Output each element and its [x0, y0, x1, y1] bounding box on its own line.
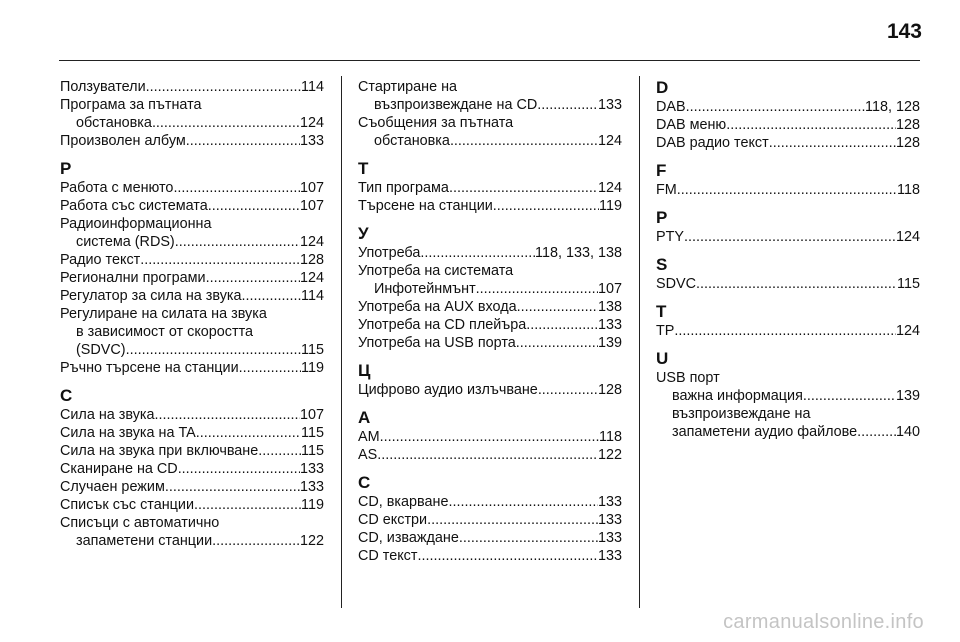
entry-leader-line	[60, 78, 324, 96]
entry-page: 115	[301, 342, 324, 358]
watermark: carmanualsonline.info	[723, 611, 924, 633]
index-entry	[60, 179, 324, 197]
dot-leader	[212, 532, 300, 550]
index-entry	[656, 405, 920, 441]
entry-leader-line	[60, 442, 324, 460]
entry-page: 133	[597, 317, 622, 333]
dot-leader	[175, 233, 300, 251]
index-entry	[656, 275, 920, 293]
index-entry	[358, 298, 622, 316]
entry-line: Употреба на системата	[358, 263, 514, 279]
entry-leader-line	[60, 478, 324, 496]
index-entry	[60, 96, 324, 132]
entry-page: 139	[895, 388, 920, 404]
dot-leader	[239, 359, 301, 377]
dot-leader	[537, 96, 598, 114]
entry-leader-line	[60, 132, 324, 150]
entry-leader-line	[656, 322, 920, 340]
index-column-3	[656, 78, 920, 441]
entry-term: Произволен албум	[60, 133, 186, 149]
index-entry	[60, 478, 324, 496]
entry-leader-line	[656, 228, 920, 246]
dot-leader	[674, 322, 896, 340]
index-entry	[358, 244, 622, 262]
entry-leader-line	[358, 179, 622, 197]
entry-leader-line	[60, 287, 324, 305]
entry-leader-line	[358, 547, 622, 565]
entry-page: 124	[299, 115, 324, 131]
index-entry	[60, 287, 324, 305]
entry-page: 133	[597, 548, 622, 564]
entry-term: запаметени станции	[76, 533, 213, 549]
entry-term: Употреба	[358, 245, 421, 261]
dot-leader	[173, 179, 300, 197]
dot-leader	[420, 244, 535, 262]
entry-page: 124	[895, 229, 920, 245]
index-entry	[656, 228, 920, 246]
entry-term: обстановка	[76, 115, 152, 131]
index-entry	[60, 132, 324, 150]
section-letter: Ц	[358, 361, 371, 380]
column-divider-1	[341, 76, 342, 608]
entry-term: Радио текст	[60, 252, 141, 268]
entry-page: 124	[299, 234, 324, 250]
dot-leader	[242, 287, 302, 305]
index-entry	[60, 406, 324, 424]
entry-term: CD, изваждане	[358, 530, 459, 546]
entry-page: 119	[301, 497, 324, 513]
entry-page: 118, 133, 138	[535, 245, 622, 261]
entry-page: 124	[597, 133, 622, 149]
section-letter: Р	[60, 159, 72, 178]
dot-leader	[677, 181, 897, 199]
entry-term: Ръчно търсене на станции	[60, 360, 239, 376]
entry-leader-line	[358, 511, 622, 529]
index-entry	[60, 496, 324, 514]
entry-term: Списък със станции	[60, 497, 194, 513]
section-letter: C	[358, 473, 371, 492]
entry-line: Програма за пътната	[60, 97, 202, 113]
entry-page: 119	[599, 198, 622, 214]
entry-leader-line	[656, 275, 920, 293]
entry-page: 118	[897, 182, 920, 198]
dot-leader	[857, 423, 896, 441]
dot-leader	[417, 547, 598, 565]
dot-leader	[152, 114, 300, 132]
entry-leader-line	[358, 244, 622, 262]
entry-leader-line	[358, 428, 622, 446]
header-rule	[59, 60, 920, 61]
index-entry	[358, 547, 622, 565]
entry-leader-line	[60, 424, 324, 442]
entry-term: Търсене на станции	[358, 198, 493, 214]
dot-leader	[769, 134, 896, 152]
entry-term: Регулатор за сила на звука	[60, 288, 242, 304]
entry-term: AM	[358, 429, 380, 445]
entry-term: (SDVC)	[76, 342, 126, 358]
entry-term: Тип програма	[358, 180, 449, 196]
entry-page: 107	[597, 281, 622, 297]
entry-term: Регионални програми	[60, 270, 206, 286]
section-letter: Т	[358, 159, 369, 178]
entry-leader-line	[358, 96, 622, 114]
index-entry	[60, 514, 324, 550]
dot-leader	[517, 298, 598, 316]
entry-leader-line	[358, 298, 622, 316]
entry-page: 115	[897, 276, 920, 292]
entry-page: 140	[895, 424, 920, 440]
entry-leader-line	[60, 251, 324, 269]
entry-leader-line	[656, 423, 920, 441]
index-entry	[60, 359, 324, 377]
dot-leader	[449, 179, 598, 197]
entry-leader-line	[60, 460, 324, 478]
index-entry	[60, 269, 324, 287]
dot-leader	[448, 493, 598, 511]
entry-leader-line	[656, 116, 920, 134]
index-column-1	[60, 78, 324, 550]
index-entry	[60, 424, 324, 442]
dot-leader	[146, 78, 301, 96]
entry-term: Цифрово аудио излъчване	[358, 382, 538, 398]
entry-leader-line	[60, 341, 324, 359]
entry-page: 138	[597, 299, 622, 315]
index-entry	[60, 215, 324, 251]
section-letter: T	[656, 302, 667, 321]
dot-leader	[165, 478, 300, 496]
column-divider-2	[639, 76, 640, 608]
entry-leader-line	[358, 446, 622, 464]
index-entry	[358, 493, 622, 511]
entry-line: Стартиране на	[358, 79, 458, 95]
entry-term: DAB радио текст	[656, 135, 769, 151]
entry-leader-line	[656, 98, 920, 116]
index-entry	[656, 181, 920, 199]
entry-page: 128	[895, 117, 920, 133]
entry-leader-line	[60, 359, 324, 377]
index-entry	[60, 78, 324, 96]
entry-page: 118, 128	[865, 99, 920, 115]
dot-leader	[377, 446, 598, 464]
entry-leader-line	[358, 280, 622, 298]
index-entry	[60, 460, 324, 478]
entry-term: DAB меню	[656, 117, 727, 133]
entry-term: Случаен режим	[60, 479, 165, 495]
index-entry	[358, 511, 622, 529]
entry-leader-line	[358, 493, 622, 511]
dot-leader	[140, 251, 300, 269]
entry-page: 119	[301, 360, 324, 376]
dot-leader	[493, 197, 599, 215]
entry-page: 133	[597, 512, 622, 528]
index-entry	[358, 197, 622, 215]
index-heading: USB порт	[656, 370, 720, 386]
dot-leader	[803, 387, 896, 405]
entry-leader-line	[60, 179, 324, 197]
entry-page: 128	[895, 135, 920, 151]
entry-term: CD текст	[358, 548, 418, 564]
entry-page: 128	[299, 252, 324, 268]
entry-term: Работа със системата	[60, 198, 208, 214]
entry-term: запаметени аудио файлове	[672, 424, 858, 440]
entry-leader-line	[358, 334, 622, 352]
index-entry	[60, 251, 324, 269]
dot-leader	[155, 406, 300, 424]
entry-line: Съобщения за пътната	[358, 115, 514, 131]
entry-leader-line	[60, 233, 324, 251]
entry-page: 133	[597, 97, 622, 113]
entry-page: 139	[597, 335, 622, 351]
entry-page: 122	[597, 447, 622, 463]
dot-leader	[476, 280, 598, 298]
index-entry	[358, 179, 622, 197]
entry-term: Употреба на AUX входа	[358, 299, 517, 315]
entry-term: Сила на звука	[60, 407, 155, 423]
dot-leader	[696, 275, 897, 293]
entry-term: DAB	[656, 99, 686, 115]
index-entry	[358, 316, 622, 334]
section-letter: С	[60, 386, 73, 405]
entry-page: 118	[599, 429, 622, 445]
entry-leader-line	[358, 316, 622, 334]
dot-leader	[726, 116, 896, 134]
entry-term: PTY	[656, 229, 684, 245]
entry-page: 124	[895, 323, 920, 339]
entry-term: Сканиране на CD	[60, 461, 178, 477]
entry-term: важна информация	[672, 388, 803, 404]
entry-leader-line	[656, 134, 920, 152]
index-entry	[358, 529, 622, 547]
section-letter: P	[656, 208, 668, 227]
entry-term: Ползуватели	[60, 79, 146, 95]
entry-term: Сила на звука при включване	[60, 443, 259, 459]
entry-leader-line	[656, 181, 920, 199]
entry-leader-line	[60, 532, 324, 550]
section-letter: D	[656, 78, 669, 97]
index-entry	[60, 442, 324, 460]
dot-leader	[186, 132, 300, 150]
entry-term: възпроизвеждане на CD	[374, 97, 538, 113]
entry-line: възпроизвеждане на	[672, 406, 811, 422]
dot-leader	[459, 529, 598, 547]
entry-page: 122	[299, 533, 324, 549]
entry-term: Употреба на USB порта	[358, 335, 516, 351]
entry-page: 133	[299, 461, 324, 477]
entry-term: AS	[358, 447, 378, 463]
entry-page: 107	[299, 180, 324, 196]
page-number: 143	[886, 20, 922, 43]
entry-term: FM	[656, 182, 677, 198]
entry-term: Употреба на CD плейъра	[358, 317, 527, 333]
index-entry	[656, 116, 920, 134]
index-entry	[358, 428, 622, 446]
entry-term: CD, вкарване	[358, 494, 449, 510]
entry-leader-line	[358, 132, 622, 150]
index-entry	[656, 98, 920, 116]
dot-leader	[126, 341, 301, 359]
dot-leader	[427, 511, 598, 529]
index-entry	[656, 387, 920, 405]
entry-page: 124	[299, 270, 324, 286]
entry-term: Работа с менюто	[60, 180, 174, 196]
entry-page: 115	[301, 443, 324, 459]
dot-leader	[686, 98, 865, 116]
dot-leader	[196, 424, 301, 442]
entry-leader-line	[358, 529, 622, 547]
entry-line: Радиоинформационна	[60, 216, 212, 232]
entry-leader-line	[358, 381, 622, 399]
index-entry	[358, 262, 622, 298]
entry-line: Списъци с автоматично	[60, 515, 220, 531]
index-entry	[656, 322, 920, 340]
index-column-2	[358, 78, 622, 565]
dot-leader	[178, 460, 300, 478]
entry-leader-line	[60, 496, 324, 514]
entry-page: 133	[299, 133, 324, 149]
entry-line: в зависимост от скоростта	[76, 324, 254, 340]
index-entry	[60, 305, 324, 359]
entry-leader-line	[60, 269, 324, 287]
entry-leader-line	[656, 387, 920, 405]
section-letter: У	[358, 224, 369, 243]
dot-leader	[208, 197, 300, 215]
entry-leader-line	[60, 114, 324, 132]
section-letter: F	[656, 161, 667, 180]
dot-leader	[526, 316, 598, 334]
entry-term: SDVC	[656, 276, 696, 292]
dot-leader	[206, 269, 300, 287]
entry-leader-line	[60, 406, 324, 424]
index-entry	[358, 446, 622, 464]
dot-leader	[258, 442, 301, 460]
index-entry	[358, 334, 622, 352]
entry-page: 115	[301, 425, 324, 441]
section-letter: S	[656, 255, 668, 274]
entry-page: 107	[299, 198, 324, 214]
entry-leader-line	[358, 197, 622, 215]
index-entry	[358, 114, 622, 150]
entry-term: Инфотейнмънт	[374, 281, 476, 297]
index-entry	[656, 134, 920, 152]
entry-page: 133	[597, 530, 622, 546]
dot-leader	[684, 228, 896, 246]
entry-page: 133	[299, 479, 324, 495]
entry-page: 114	[301, 288, 324, 304]
entry-line: Регулиране на силата на звука	[60, 306, 267, 322]
dot-leader	[194, 496, 301, 514]
section-letter: U	[656, 349, 669, 368]
entry-term: CD екстри	[358, 512, 428, 528]
index-entry	[358, 381, 622, 399]
entry-page: 133	[597, 494, 622, 510]
entry-term: система (RDS)	[76, 234, 175, 250]
index-entry	[358, 78, 622, 114]
entry-term: обстановка	[374, 133, 450, 149]
dot-leader	[538, 381, 598, 399]
entry-term: TP	[656, 323, 675, 339]
entry-term: Сила на звука на TA	[60, 425, 196, 441]
dot-leader	[380, 428, 599, 446]
index-entry	[60, 197, 324, 215]
section-letter: A	[358, 408, 371, 427]
entry-page: 107	[299, 407, 324, 423]
entry-leader-line	[60, 197, 324, 215]
entry-page: 124	[597, 180, 622, 196]
entry-page: 114	[301, 79, 324, 95]
dot-leader	[516, 334, 598, 352]
entry-page: 128	[597, 382, 622, 398]
dot-leader	[450, 132, 598, 150]
